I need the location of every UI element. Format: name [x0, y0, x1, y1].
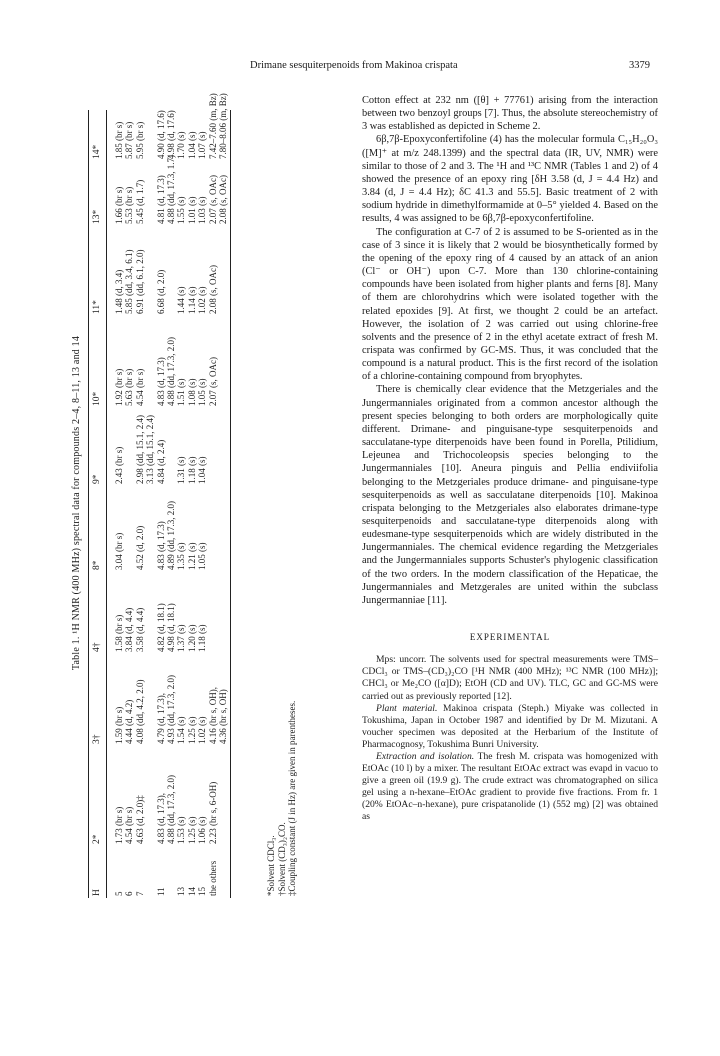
- table-cell: 5.87 (br s): [124, 121, 135, 159]
- table-cell: 4.81 (d, 17.3): [155, 175, 166, 224]
- body-text-column: [362, 94, 658, 824]
- table-header-cell: 13*: [92, 209, 102, 224]
- table-footnote: †Solvent (CD₃)₂CO.: [276, 822, 287, 896]
- table-cell: 1.14 (s): [186, 286, 197, 314]
- table-cell: 1.06 (s): [197, 816, 208, 844]
- table-cell: 1.05 (s): [197, 378, 208, 406]
- table-footnote: ‡Coupling constant (J in Hz) are given in parentheses.: [287, 700, 297, 896]
- table-compound-column: [114, 603, 208, 652]
- table-header-cell: 9*: [92, 474, 102, 484]
- table-cell: the others: [207, 860, 218, 896]
- running-title: Drimane sesquiterpenoids from Makinoa crispata: [250, 60, 458, 71]
- table-cell: 4.98 (d, 18.1): [165, 603, 176, 652]
- table-cell: 3.13 (dd, 15.1, 2.4): [145, 415, 156, 484]
- table-compound-column: [114, 155, 228, 224]
- table-cell: 4.08 (dd, 4.2, 2.0): [134, 679, 145, 744]
- table-cell: 1.66 (br s): [114, 186, 124, 224]
- table-cell: 1.01 (s): [186, 196, 197, 224]
- table-cell: 1.92 (br s): [114, 368, 124, 406]
- table-cell: 1.04 (s): [197, 456, 208, 484]
- experimental-heading: EXPERIMENTAL: [469, 632, 551, 643]
- table-cell: 2.07 (s, OAc): [207, 175, 218, 224]
- table-cell: 4.90 (d, 17.6): [155, 110, 166, 159]
- table-header-cell: 4†: [92, 642, 102, 652]
- table-header-cell: 14*: [92, 144, 102, 159]
- table-cell: 1.08 (s): [186, 378, 197, 406]
- table-cell: [145, 155, 155, 224]
- table-cell: 7.42–7.60 (m, Bz): [207, 93, 218, 159]
- table-cell: 1.70 (s): [176, 131, 187, 159]
- extraction-text: The fresh M. crispata was homogenized with EtOAc (10 l) by a mixer. The resultant EtOAc extract was evapd in vacuo to give a green oil (19.9 g). The crude extract was chromatographed on silica gel using a n-hexane–EtOAc gradient to provide five fractions. From fr. 1 (20% EtOAc–n-hexane), pure crispatanolide (1) (552 mg) [2] was obtained as: [362, 751, 658, 823]
- table-cell: [124, 501, 134, 570]
- table-cell: 4.44 (d, 4.2): [124, 699, 135, 744]
- table-cell: 13: [176, 887, 187, 896]
- table-cell: 1.53 (s): [176, 816, 187, 844]
- table-cell: 1.31 (s): [176, 456, 187, 484]
- table-bottom-rule: [230, 110, 231, 898]
- table-compound-column: [114, 93, 228, 159]
- table-cell: 6.68 (d, 2.0): [155, 269, 166, 314]
- page-number: 3379: [629, 60, 650, 71]
- table-cell: 4.93 (dd, 17.3, 2.0): [165, 675, 176, 744]
- table-compound-column: [114, 337, 218, 406]
- table-cell: [145, 675, 155, 744]
- table-cell: 1.54 (s): [176, 716, 187, 744]
- table-cell: 11: [155, 887, 166, 896]
- table-cell: 4.83 (d, 17.3): [155, 521, 166, 570]
- table-cell: 4.83 (d, 17.3),: [155, 793, 166, 844]
- table-cell: [166, 415, 176, 484]
- paragraph-extraction: [362, 751, 658, 824]
- table-cell: 4.89 (dd, 17.3, 2.0): [165, 501, 176, 570]
- table-cell: 2.08 (s, OAc): [207, 265, 218, 314]
- table-caption: Table 1. ¹H NMR (400 MHz) spectral data for compounds 2–4, 8–11, 13 and 14: [71, 335, 82, 671]
- table-cell: 1.25 (s): [186, 716, 197, 744]
- table-cell: 15: [197, 887, 208, 896]
- table-cell: 1.07 (s): [197, 131, 208, 159]
- table-cell: [145, 861, 155, 896]
- table-cell: 5: [114, 891, 124, 896]
- table-cell: 2.07 (s, OAc): [207, 357, 218, 406]
- table-header-cell: 3†: [92, 734, 102, 744]
- table-cell: 1.18 (s): [186, 456, 197, 484]
- table-cell: 4.16 (br s, OH),: [207, 687, 218, 744]
- paragraph-chemotaxonomy: There is chemically clear evidence that the Metzgeriales and the Jungermanniales originated from a common ancestor although the present species belonging to both orders are morphologically quite different. Drimane- and pinguisane-type sesquiterpenoids and sacculatane-type diterpenoids have been found in Porella, Ptilidium, Lejeunea and Trichocoleopsis species belonging to the Jungermanniales [10]. Aneura pinguis and Pellia endiviifolia belonging to the Metzgeriales produce drimane- and pinguisane-type sesquiterpenoids as well as sacculatane diterpenoids [10]. Makinoa crispata belonging to the Metzgeriales also elaborates drimane-type sesquiterpenoids and sacculatane-type diterpenoids along with eudesmane-type sesquiterpenoids which are widely distributed in the Jungermanniales. The chemical evidence regarding the Metzgeriales and the Jungermanniales supports Schuster's phylogenic classification of the two orders. In the modern classification of the Hepaticae, the Jungermanniales and Metzgerales are united within the subclass Jungermanniae [11].: [362, 384, 658, 606]
- table-cell: 1.04 (s): [186, 131, 197, 159]
- table-compound-column: [114, 415, 208, 484]
- table-cell: 7: [134, 891, 145, 896]
- table-cell: [124, 415, 134, 484]
- table-proton-column: [114, 861, 218, 896]
- table-cell: 1.51 (s): [176, 378, 187, 406]
- table-cell: [145, 501, 155, 570]
- table-cell: 1.20 (s): [186, 624, 197, 652]
- table-cell: 3.84 (d, 4.4): [124, 607, 135, 652]
- nmr-table-container: [70, 93, 326, 904]
- table-cell: [145, 603, 155, 652]
- table-cell: 1.59 (br s): [114, 706, 124, 744]
- table-header-cell: 11*: [92, 300, 102, 314]
- table-cell: 4.54 (br s): [134, 368, 145, 406]
- table-cell: 4.84 (d, 2.4): [155, 439, 166, 484]
- paragraph-plant-material: [362, 703, 658, 751]
- table-header-rule: [106, 110, 107, 898]
- table-cell: 2.43 (br s): [114, 446, 124, 484]
- table-cell: 6: [124, 891, 135, 896]
- paragraph-cotton-effect: Cotton effect at 232 nm ([θ] + 77761) arising from the interaction between two benzoyl groups [7]. Thus, the absolute stereochemistry of 3 was established as depicted in Scheme 2.: [362, 95, 658, 133]
- table-cell: 4.98 (d, 17.6): [165, 110, 176, 159]
- table-cell: [145, 250, 155, 315]
- table-cell: 5.85 (dd, 3.4, 6.1): [124, 249, 135, 314]
- table-cell: 14: [186, 887, 197, 896]
- table-cell: 1.73 (br s): [114, 806, 124, 844]
- plant-material-text: Makinoa crispata (Steph.) Miyake was collected in Tokushima, Japan in October 1987 and identified by Dr M. Mizutani. A voucher specimen was deposited at the Herbarium of the Institute of Pharmacognosy, Tokushima Bunri University.: [362, 702, 658, 750]
- table-cell: 2.23 (br s, 6-OH): [207, 781, 218, 844]
- table-cell: 4.88 (dd, 17.3, 2.0): [165, 775, 176, 844]
- table-cell: 6.91 (dd, 6.1, 2.0): [134, 249, 145, 314]
- table-cell: 1.05 (s): [197, 542, 208, 570]
- table-compound-column: [114, 250, 218, 315]
- table-cell: 5.45 (d, 1.7): [134, 179, 145, 224]
- table-cell: [166, 861, 176, 896]
- table-cell: 4.63 (d, 2.0)‡: [134, 795, 145, 844]
- table-cell: 5.95 (br s): [134, 121, 145, 159]
- table-cell: 1.35 (s): [176, 542, 187, 570]
- table-footnote: *Solvent CDCl₃.: [266, 835, 276, 896]
- nmr-table: [70, 93, 326, 904]
- table-cell: 5.63 (br s): [124, 368, 135, 406]
- table-cell: 1.25 (s): [186, 816, 197, 844]
- table-cell: 1.37 (s): [176, 624, 187, 652]
- table-cell: 1.58 (br s): [114, 614, 124, 652]
- table-cell: [145, 93, 155, 159]
- table-cell: 4.82 (d, 18.1): [155, 603, 166, 652]
- running-header: [250, 60, 650, 76]
- table-cell: [145, 775, 155, 844]
- table-cell: 1.02 (s): [197, 716, 208, 744]
- table-header-cell: 10*: [92, 391, 102, 406]
- table-cell: 3.58 (d, 4.4): [134, 607, 145, 652]
- table-compound-column: [114, 775, 218, 844]
- table-cell: 4.88 (dd, 17.3, 2.0): [165, 337, 176, 406]
- table-cell: 4.83 (d, 17.3): [155, 357, 166, 406]
- table-cell: 3.04 (br s): [114, 532, 124, 570]
- paragraph-epoxyconfertifoline: 6β,7β-Epoxyconfertifoline (4) has the molecular formula C₁₅H₂₀O₃ ([M]⁺ at m/z 248.1399) and the spectral data (IR, UV, NMR) were similar to those of 2 and 3. The ¹H and ¹³C NMR (Tables 1 and 2) of 4 showed the presence of an epoxy ring [δH 3.58 (d, J = 4.4 Hz) and 3.84 (d, J = 4.4 Hz); δC 41.3 and 55.5]. Basic treatment of 2 with sodium hydride in dimethylformamide at 0–5° yielded 4. Based on the results, 4 was assigned to be 6β,7β-epoxyconfertifoline.: [362, 134, 658, 225]
- table-cell: 4.52 (d, 2.0): [134, 525, 145, 570]
- paragraph-configuration: The configuration at C-7 of 2 is assumed to be S-oriented as in the case of 3 since it is likely that 2 would be biosynthetically formed by the opening of the epoxy ring of 4 caused by an attack of an anion (Cl⁻ or OH⁻) upon C-7. More than 130 chlorine-containing compounds have been isolated from higher plants and ferns [8]. Many of them are chlorohydrins which were isolated together with the related epoxides [9]. At first, we thought 2 could be an artefact. However, the isolation of 2 was carried out using chlorine-free solvents and the presence of 2 in the ethyl acetate extract of fresh M. crispata was confirmed by GC-MS. Thus, it was concluded that the compound is a natural product. This is the first record of the isolation of a chlorine-containing compound from bryophytes.: [362, 226, 658, 383]
- table-cell: 4.88 (dd, 17.3, 1.7): [165, 155, 176, 224]
- table-cell: 4.79 (d, 17.3),: [155, 693, 166, 744]
- table-cell: 1.18 (s): [197, 624, 208, 652]
- table-cell: 2.98 (dd, 15.1, 2.4): [134, 415, 145, 484]
- table-compound-column: [114, 501, 208, 570]
- table-cell: 5.53 (br s): [124, 186, 135, 224]
- table-cell: 1.85 (br s): [114, 121, 124, 159]
- table-cell: 1.48 (d, 3.4): [114, 269, 124, 314]
- table-cell: 4.54 (br s): [124, 806, 135, 844]
- table-cell: 7.80–8.06 (m, Bz): [217, 93, 228, 159]
- plant-material-label: Plant material.: [376, 702, 438, 714]
- table-cell: 1.02 (s): [197, 286, 208, 314]
- paragraph-general-methods: Mps: uncorr. The solvents used for spectral measurements were TMS–CDCl₃ or TMS–(CD₃)₂CO [¹H NMR (400 MHz); ¹³C NMR (100 MHz)]; CHCl₃ or Me₂CO ([α]D); EtOH (CD and UV). TLC, GC and GC-MS were carried out as previously reported [12].: [362, 654, 658, 702]
- table-cell: 2.08 (s, OAc): [217, 175, 228, 224]
- table-cell: 1.21 (s): [186, 542, 197, 570]
- table-cell: 1.03 (s): [197, 196, 208, 224]
- table-cell: 4.36 (br s, OH): [217, 689, 228, 744]
- table-cell: 1.44 (s): [176, 286, 187, 314]
- table-header-cell: H: [92, 889, 102, 896]
- table-header-cell: 8*: [92, 560, 102, 570]
- table-top-rule: [88, 110, 89, 898]
- table-cell: 1.55 (s): [176, 196, 187, 224]
- table-header-cell: 2*: [92, 834, 102, 844]
- extraction-label: Extraction and isolation.: [376, 751, 475, 762]
- table-cell: [166, 250, 176, 315]
- table-cell: [145, 337, 155, 406]
- table-compound-column: [114, 675, 228, 744]
